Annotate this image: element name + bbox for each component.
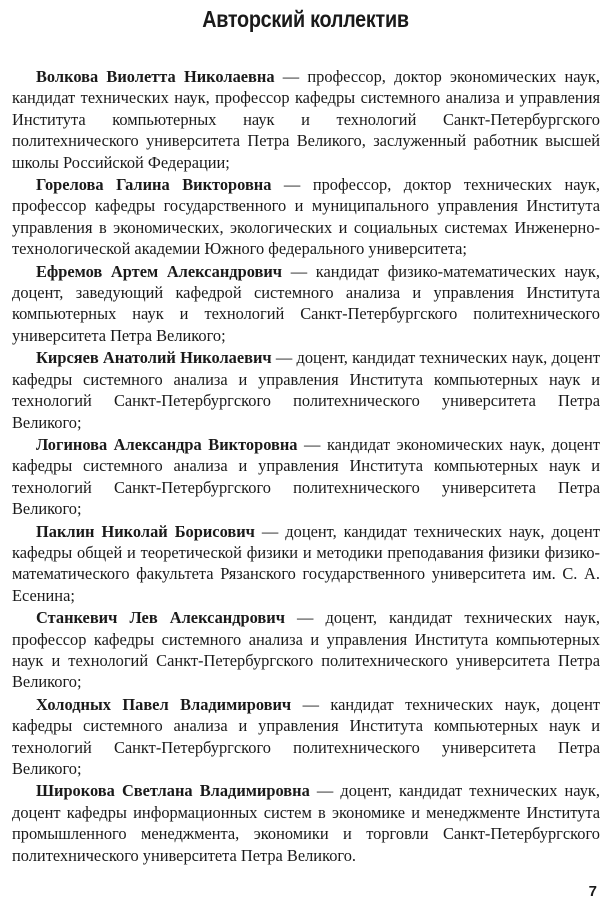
author-name: Станкевич Лев Александрович: [36, 608, 285, 628]
author-entry: [12, 521, 600, 607]
author-name: Кирсяев Анатолий Николаевич: [36, 348, 272, 368]
page-title: Авторский коллектив: [202, 6, 409, 32]
author-name: Логинова Александра Викторовна: [36, 434, 298, 454]
author-name: Волкова Виолетта Николаевна: [36, 67, 275, 86]
author-entry: [12, 434, 600, 520]
author-description: — профессор, доктор технических наук, профессор кафедры государственного и муниципального управления Института управления в экономических, экологических и социальных системах Инженерно-технологической академии Южного федерального университета;: [12, 175, 600, 259]
author-description: — доцент, кандидат технических наук, доцент кафедры информационных систем в экономике и менеджменте Института промышленного менеджмента, экономики и торговли Санкт-Петербургского политехнического университета Петра Великого.: [12, 781, 600, 865]
author-description: — профессор, доктор экономических наук, кандидат технических наук, профессор кафедры системного анализа и управления Института компьютерных наук и технологий Санкт-Петербургского политехнического университета Петра Великого, заслуженный работник высшей школы Российской Федерации;: [12, 67, 600, 172]
author-description: — кандидат физико-математических наук, доцент, заведующий кафедрой системного анализа и управления Института компьютерных наук и технологий Санкт-Петербургского политехнического университета Петра Великого;: [12, 261, 600, 345]
author-entry: [12, 780, 600, 866]
author-name: Горелова Галина Викторовна: [36, 175, 272, 195]
author-description: — доцент, кандидат технических наук, доцент кафедры общей и теоретической физики и методики преподавания физики физико-математического факультета Рязанского государственного университета им. С. А. Есенина;: [12, 521, 600, 605]
author-description: — кандидат технических наук, доцент кафедры системного анализа и управления Института компьютерных наук и технологий Санкт-Петербургского политехнического университета Петра Великого;: [12, 694, 600, 778]
author-name: Ефремов Артем Александрович: [36, 261, 283, 281]
page-number: 7: [588, 883, 597, 900]
author-entry: [12, 261, 600, 347]
author-description: — кандидат экономических наук, доцент кафедры системного анализа и управления Института компьютерных наук и технологий Санкт-Петербургского политехнического университета Петра Великого;: [12, 434, 600, 519]
author-entry: [12, 66, 600, 173]
author-name: Холодных Павел Владимирович: [36, 694, 292, 714]
author-list: [12, 66, 600, 867]
author-entry: [12, 174, 600, 260]
author-entry: [12, 347, 600, 433]
author-entry: [12, 607, 600, 693]
author-description: — доцент, кандидат технических наук, доцент кафедры системного анализа и управления Института компьютерных наук и технологий Санкт-Петербургского политехнического университета Петра Великого;: [12, 348, 600, 432]
author-name: Широкова Светлана Владимировна: [36, 781, 310, 801]
author-description: — доцент, кандидат технических наук, профессор кафедры системного анализа и управления Института компьютерных наук и технологий Санкт-Петербургского политехнического университета Петра Великого;: [12, 608, 600, 692]
author-entry: [12, 694, 600, 780]
author-name: Паклин Николай Борисович: [36, 521, 255, 541]
